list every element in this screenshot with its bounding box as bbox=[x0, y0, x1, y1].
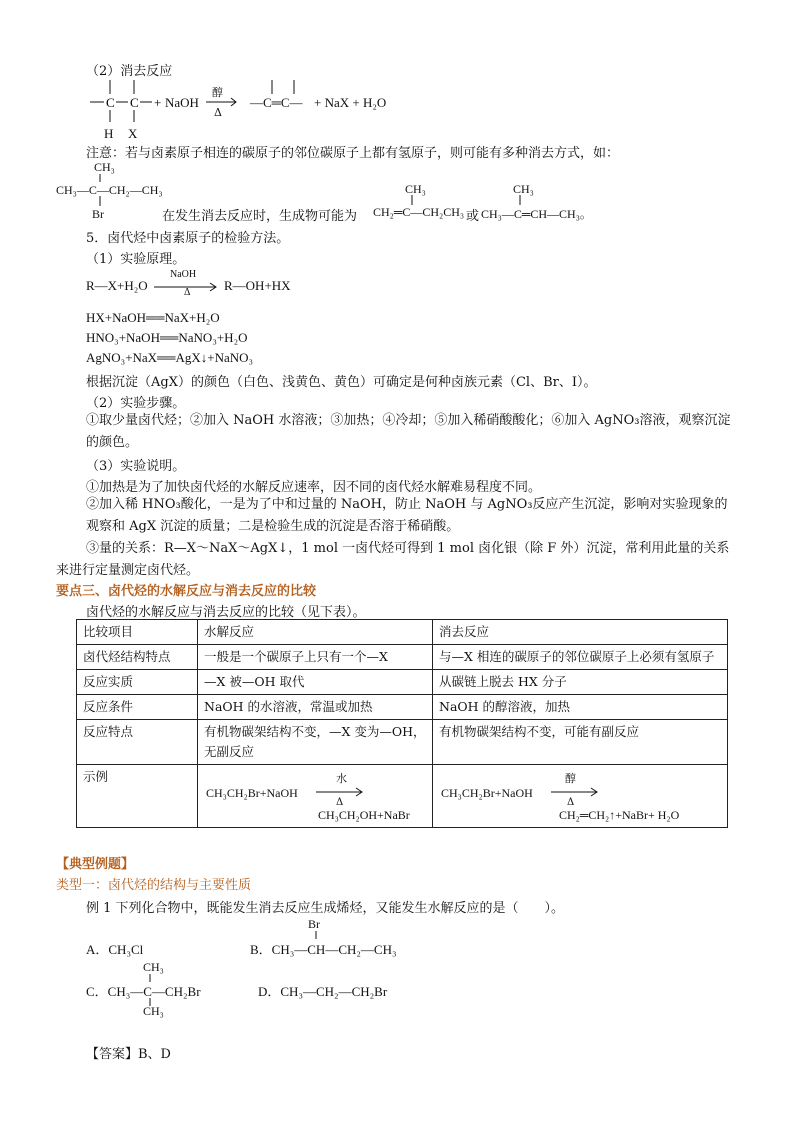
elim-naoh: NaOH bbox=[165, 95, 199, 110]
table-cell: 反应特点 bbox=[77, 720, 198, 765]
section5-1-text: 根据沉淀（AgX）的颜色（白色、浅黄色、黄色）可确定是何种卤族元素（Cl、Br、I）。 bbox=[86, 375, 597, 390]
table-header-cell: 消去反应 bbox=[433, 620, 728, 645]
ex1-below: Δ bbox=[336, 797, 344, 808]
table-cell: 有机物碳架结构不变，—X 变为—OH，无副反应 bbox=[198, 720, 433, 765]
eq2: HX+NaOH══NaX+H₂O bbox=[86, 310, 220, 325]
table-header-row bbox=[77, 620, 728, 645]
table-cell: 一般是一个碳原子上只有一个—X bbox=[198, 645, 433, 670]
option-d: D．CH₃—CH₂—CH₂Br bbox=[258, 984, 388, 999]
section5-2-title: （2）实验步骤。 bbox=[86, 396, 186, 411]
table-cell: 与—X 相连的碳原子的邻位碳原子上必须有氢原子 bbox=[433, 645, 728, 670]
elim-h-label: H bbox=[104, 126, 114, 141]
section5-1-title: （1）实验原理。 bbox=[86, 252, 186, 267]
option-c-top: CH₃ bbox=[143, 960, 164, 974]
elim-x-label: X bbox=[128, 126, 138, 141]
svg-text:C: C bbox=[106, 95, 115, 110]
option-c: C．CH₃—C—CH₂Br bbox=[86, 984, 201, 999]
section5-title: 5．卤代烃中卤素原子的检验方法。 bbox=[86, 231, 290, 246]
type1-title: 类型一：卤代烃的结构与主要性质 bbox=[56, 878, 252, 893]
table-cell-example-hydrolysis bbox=[198, 765, 433, 828]
table-cell: 反应条件 bbox=[77, 695, 198, 720]
key3-title: 要点三、卤代烃的水解反应与消去反应的比较 bbox=[56, 584, 317, 599]
table-row bbox=[77, 645, 728, 670]
note-mol-br: Br bbox=[92, 207, 104, 221]
note-p1-top: CH₃ bbox=[405, 182, 426, 196]
ex2-below: Δ bbox=[567, 797, 575, 808]
eq1-left: R—X+H₂O bbox=[86, 278, 148, 293]
table-cell: 有机物碳架结构不变，可能有副反应 bbox=[433, 720, 728, 765]
table-cell: 卤代烃结构特点 bbox=[77, 645, 198, 670]
table-row bbox=[77, 695, 728, 720]
table-cell: 从碳链上脱去 HX 分子 bbox=[433, 670, 728, 695]
ex1-above: 水 bbox=[336, 772, 347, 785]
elim-condition-below: Δ bbox=[214, 106, 222, 119]
option-b-br: Br bbox=[308, 917, 320, 931]
section5-3-a: ①加热是为了加快卤代烃的水解反应速率，因不同的卤代烃水解难易程度不同。 bbox=[86, 480, 542, 495]
elim-condition-above: 醇 bbox=[212, 86, 223, 99]
eq4: AgNO₃+NaX══AgX↓+NaNO₃ bbox=[86, 350, 254, 365]
key3-intro: 卤代烃的水解反应与消去反应的比较（见下表）。 bbox=[86, 605, 366, 620]
section-elimination-title: （2）消去反应 bbox=[86, 64, 173, 79]
svg-text:+: + bbox=[154, 95, 162, 110]
table-cell: 示例 bbox=[77, 765, 198, 828]
typical-title: 【典型例题】 bbox=[56, 857, 135, 872]
section5-2-text: ①取少量卤代烃；②加入 NaOH 水溶液；③加热；④冷却；⑤加入稀硝酸酸化；⑥加入 AgNO₃溶液，观察沉淀的颜色。 bbox=[86, 413, 731, 450]
elim-product: —C═C— bbox=[250, 95, 303, 110]
table-cell: —X 被—OH 取代 bbox=[198, 670, 433, 695]
ex2-above: 醇 bbox=[565, 772, 576, 785]
table-row-example bbox=[77, 765, 728, 828]
eq1-right: R—OH+HX bbox=[224, 278, 291, 293]
note-p1: CH₂═C—CH₂CH₃ bbox=[373, 205, 465, 219]
ex1-product: CH₃CH₂OH+NaBr bbox=[318, 808, 410, 822]
eq1-above: NaOH bbox=[170, 269, 197, 280]
note-mol-ch3-top: CH₃ bbox=[94, 160, 115, 174]
ex1-left: CH₃CH₂Br+NaOH bbox=[206, 786, 298, 800]
comparison-table bbox=[76, 619, 728, 828]
note-or: 或 bbox=[466, 209, 480, 224]
section5-3-b: ②加入稀 HNO₃酸化，一是为了中和过量的 NaOH，防止 NaOH 与 AgNO₃反应产生沉淀，影响对实验现象的观察和 AgX 沉淀的质量；二是检验生成的沉淀是否溶于稀硝酸。 bbox=[86, 497, 728, 534]
section5-3-title: （3）实验说明。 bbox=[86, 459, 186, 474]
table-cell-example-elimination bbox=[433, 765, 728, 828]
note-mol-text: 在发生消去反应时，生成物可能为 bbox=[162, 209, 358, 224]
table-header-cell: 水解反应 bbox=[198, 620, 433, 645]
table-cell: NaOH 的醇溶液，加热 bbox=[433, 695, 728, 720]
note-p2-top: CH₃ bbox=[513, 182, 534, 196]
option-c-bottom: CH₃ bbox=[143, 1004, 164, 1018]
elim-tail: + NaX + H₂O bbox=[314, 95, 387, 110]
ex2-arrow bbox=[551, 787, 601, 797]
option-a: A．CH₃Cl bbox=[86, 942, 144, 957]
table-row bbox=[77, 720, 728, 765]
eq1-below: Δ bbox=[184, 287, 191, 298]
table-cell: NaOH 的水溶液，常温或加热 bbox=[198, 695, 433, 720]
table-row bbox=[77, 670, 728, 695]
table-cell: 反应实质 bbox=[77, 670, 198, 695]
option-b: B．CH₃—CH—CH₂—CH₃ bbox=[250, 942, 397, 957]
note-text: 注意：若与卤素原子相连的碳原子的邻位碳原子上都有氢原子，则可能有多种消去方式，如： bbox=[86, 146, 620, 161]
svg-text:C: C bbox=[130, 95, 139, 110]
ex2-product: CH₂═CH₂↑+NaBr+ H₂O bbox=[559, 808, 680, 822]
note-mol-main: CH₃—C—CH₂—CH₃ bbox=[56, 183, 163, 197]
answer: 【答案】B、D bbox=[86, 1047, 171, 1062]
example1-question: 例 1 下列化合物中，既能发生消去反应生成烯烃，又能发生水解反应的是（ ）。 bbox=[86, 901, 565, 916]
section5-3-c: ③量的关系：R—X～NaX～AgX↓，1 mol 一卤代烃可得到 1 mol 卤化银（除 F 外）沉淀，常利用此量的关系来进行定量测定卤代烃。 bbox=[56, 541, 730, 578]
table-header-cell: 比较项目 bbox=[77, 620, 198, 645]
note-p2: CH₃—C═CH—CH₃。 bbox=[481, 207, 592, 221]
eq3: HNO₃+NaOH══NaNO₃+H₂O bbox=[86, 330, 248, 345]
ex2-left: CH₃CH₂Br+NaOH bbox=[441, 786, 533, 800]
